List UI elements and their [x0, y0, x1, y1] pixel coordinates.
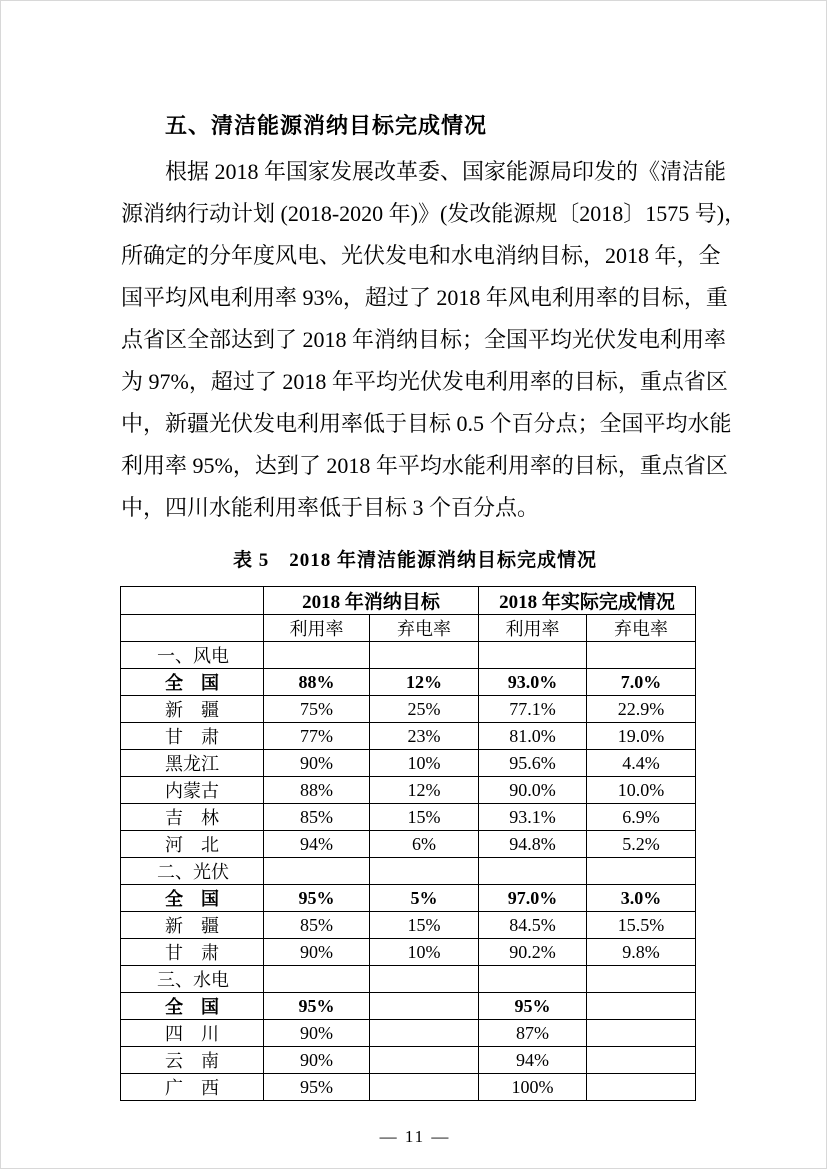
section-row: [121, 966, 696, 993]
region-cell: 内蒙古: [121, 777, 264, 804]
header-blank-cell: [121, 587, 264, 615]
table-row: [121, 669, 696, 696]
value-cell: 90%: [264, 1020, 370, 1047]
region-cell: 新 疆: [121, 912, 264, 939]
header-actual-curtailment: 弃电率: [587, 615, 696, 642]
value-cell: [587, 1074, 696, 1101]
value-cell: [587, 966, 696, 993]
value-cell: 23%: [370, 723, 479, 750]
paragraph-line: 所确定的分年度风电、光伏发电和水电消纳目标，2018 年，全: [121, 243, 721, 268]
value-cell: 75%: [264, 696, 370, 723]
table-row: [121, 777, 696, 804]
value-cell: 25%: [370, 696, 479, 723]
value-cell: 90.0%: [479, 777, 587, 804]
table-header-group-row: [121, 587, 696, 615]
value-cell: 97.0%: [479, 885, 587, 912]
region-cell: 新 疆: [121, 696, 264, 723]
value-cell: 12%: [370, 669, 479, 696]
region-cell: 云 南: [121, 1047, 264, 1074]
value-cell: 3.0%: [587, 885, 696, 912]
region-cell: 甘 肃: [121, 939, 264, 966]
value-cell: 93.1%: [479, 804, 587, 831]
value-cell: [370, 966, 479, 993]
value-cell: 94.8%: [479, 831, 587, 858]
value-cell: 90%: [264, 1047, 370, 1074]
header-target-curtailment: 弃电率: [370, 615, 479, 642]
value-cell: 12%: [370, 777, 479, 804]
value-cell: 4.4%: [587, 750, 696, 777]
value-cell: 88%: [264, 669, 370, 696]
section-label-cell: 三、水电: [121, 966, 264, 993]
value-cell: 5%: [370, 885, 479, 912]
section-label-cell: 一、风电: [121, 642, 264, 669]
value-cell: 95%: [479, 993, 587, 1020]
table-header-sub-row: [121, 615, 696, 642]
value-cell: [370, 1020, 479, 1047]
value-cell: 84.5%: [479, 912, 587, 939]
table-row: [121, 885, 696, 912]
value-cell: 90%: [264, 939, 370, 966]
value-cell: 81.0%: [479, 723, 587, 750]
value-cell: [264, 858, 370, 885]
value-cell: [370, 1074, 479, 1101]
value-cell: [264, 966, 370, 993]
section-row: [121, 642, 696, 669]
value-cell: 95%: [264, 885, 370, 912]
value-cell: 95%: [264, 1074, 370, 1101]
value-cell: 10%: [370, 939, 479, 966]
value-cell: [587, 1047, 696, 1074]
paragraph-line: 国平均风电利用率 93%，超过了 2018 年风电利用率的目标，重: [121, 285, 728, 310]
value-cell: [479, 858, 587, 885]
table-row: [121, 750, 696, 777]
header-blank-cell: [121, 615, 264, 642]
table-row: [121, 993, 696, 1020]
section-label-cell: 二、光伏: [121, 858, 264, 885]
region-cell: 全 国: [121, 885, 264, 912]
header-actual-group: 2018 年实际完成情况: [479, 587, 696, 615]
value-cell: 6%: [370, 831, 479, 858]
table-row: [121, 1047, 696, 1074]
value-cell: 22.9%: [587, 696, 696, 723]
table-row: [121, 804, 696, 831]
value-cell: [370, 1047, 479, 1074]
page-content: [1, 114, 826, 1147]
table-caption: 表 5 2018 年清洁能源消纳目标完成情况: [232, 550, 597, 571]
section-row: [121, 858, 696, 885]
value-cell: 10%: [370, 750, 479, 777]
value-cell: [370, 993, 479, 1020]
value-cell: 77%: [264, 723, 370, 750]
table-row: [121, 696, 696, 723]
region-cell: 吉 林: [121, 804, 264, 831]
value-cell: [587, 642, 696, 669]
value-cell: 77.1%: [479, 696, 587, 723]
value-cell: 94%: [479, 1047, 587, 1074]
value-cell: [479, 642, 587, 669]
paragraph-line: 利用率 95%，达到了 2018 年平均水能利用率的目标，重点省区: [121, 453, 728, 478]
value-cell: 15%: [370, 804, 479, 831]
header-target-utilization: 利用率: [264, 615, 370, 642]
header-target-group: 2018 年消纳目标: [264, 587, 479, 615]
paragraph-line: 中，新疆光伏发电利用率低于目标 0.5 个百分点；全国平均水能: [121, 411, 732, 436]
paragraph-line: 中，四川水能利用率低于目标 3 个百分点。: [121, 495, 540, 520]
value-cell: 19.0%: [587, 723, 696, 750]
value-cell: [587, 1020, 696, 1047]
value-cell: 5.2%: [587, 831, 696, 858]
value-cell: [264, 642, 370, 669]
value-cell: 85%: [264, 804, 370, 831]
paragraph-line: 根据 2018 年国家发展改革委、国家能源局印发的《清洁能: [165, 159, 727, 184]
value-cell: 9.8%: [587, 939, 696, 966]
value-cell: [479, 966, 587, 993]
table-row: [121, 831, 696, 858]
energy-consumption-table: [120, 586, 696, 1101]
value-cell: [370, 858, 479, 885]
value-cell: 100%: [479, 1074, 587, 1101]
table-row: [121, 939, 696, 966]
value-cell: 90%: [264, 750, 370, 777]
region-cell: 黑龙江: [121, 750, 264, 777]
header-actual-utilization: 利用率: [479, 615, 587, 642]
value-cell: 85%: [264, 912, 370, 939]
table-row: [121, 912, 696, 939]
value-cell: [587, 993, 696, 1020]
value-cell: 93.0%: [479, 669, 587, 696]
table-row: [121, 723, 696, 750]
region-cell: 广 西: [121, 1074, 264, 1101]
value-cell: [587, 858, 696, 885]
value-cell: 7.0%: [587, 669, 696, 696]
value-cell: 95.6%: [479, 750, 587, 777]
body-paragraph: [121, 151, 747, 529]
paragraph-line: 源消纳行动计划 (2018-2020 年)》(发改能源规〔2018〕1575 号)，: [121, 201, 747, 226]
value-cell: [370, 642, 479, 669]
value-cell: 15%: [370, 912, 479, 939]
value-cell: 95%: [264, 993, 370, 1020]
value-cell: 88%: [264, 777, 370, 804]
paragraph-line: 为 97%，超过了 2018 年平均光伏发电利用率的目标，重点省区: [121, 369, 728, 394]
table-row: [121, 1020, 696, 1047]
region-cell: 全 国: [121, 993, 264, 1020]
table-row: [121, 1074, 696, 1101]
page-number: — 11 —: [379, 1127, 451, 1146]
region-cell: 全 国: [121, 669, 264, 696]
value-cell: 10.0%: [587, 777, 696, 804]
value-cell: 6.9%: [587, 804, 696, 831]
value-cell: 87%: [479, 1020, 587, 1047]
region-cell: 甘 肃: [121, 723, 264, 750]
region-cell: 河 北: [121, 831, 264, 858]
value-cell: 90.2%: [479, 939, 587, 966]
paragraph-line: 点省区全部达到了 2018 年消纳目标；全国平均光伏发电利用率: [121, 327, 727, 352]
value-cell: 94%: [264, 831, 370, 858]
value-cell: 15.5%: [587, 912, 696, 939]
region-cell: 四 川: [121, 1020, 264, 1047]
section-heading: 五、清洁能源消纳目标完成情况: [165, 113, 488, 138]
